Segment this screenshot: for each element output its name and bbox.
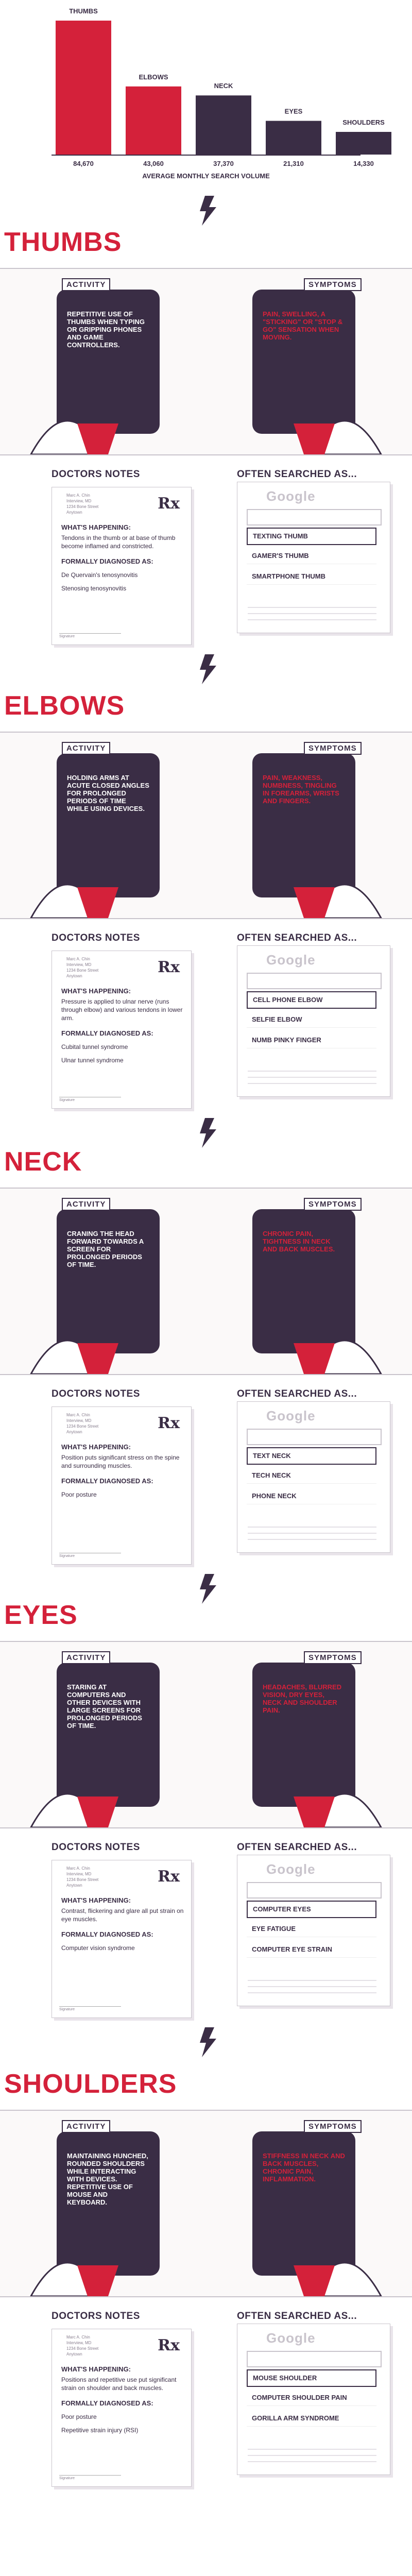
doctors-note-card [52, 951, 192, 1109]
search-suggestion[interactable]: GORILLA ARM SYNDROME [247, 2411, 376, 2427]
search-card [237, 482, 390, 633]
activity-text: HOLDING ARMS AT ACUTE CLOSED ANGLES FOR PROLONGED PERIODS OF TIME WHILE USING DEVICES. [67, 774, 149, 812]
whats-happening-text: Tendons in the thumb or at base of thumb become inflamed and constricted. [61, 534, 176, 550]
illustration-panel [0, 732, 412, 919]
doctor-info: Marc A. Chin Interview, MD 1234 Bone Street Anytown [66, 493, 99, 515]
search-suggestion[interactable]: SELFIE ELBOW [247, 1012, 376, 1028]
rx-icon: Rx [158, 2336, 180, 2354]
search-input[interactable] [247, 509, 382, 526]
doctors-note-card [52, 1406, 192, 1565]
activity-text: CRANING THE HEAD FORWARD TOWARDS A SCREEN FOR PROLONGED PERIODS OF TIME. [67, 1230, 144, 1268]
search-suggestion[interactable]: GAMER'S THUMB [247, 548, 376, 564]
bar-category-label: EYES [284, 107, 303, 115]
often-searched-heading: OFTEN SEARCHED AS... [237, 1842, 357, 1853]
whats-happening-label: WHAT'S HAPPENING: [61, 1896, 131, 1904]
search-logo: Google [266, 488, 316, 504]
bar-thumbs [56, 21, 111, 155]
illustration-panel [0, 1641, 412, 1828]
lightning-bolt-icon [198, 654, 218, 684]
illustration-panel [0, 2110, 412, 2297]
diagnosis-item: Poor posture [61, 2413, 97, 2420]
activity-text: MAINTAINING HUNCHED, ROUNDED SHOULDERS WHILE INTERACTING WITH DEVICES. REPETITIVE USE OF MOUSE AND KEYBOARD. [67, 2152, 148, 2206]
lightning-bolt-icon [198, 2027, 218, 2057]
result-placeholder-lines [248, 602, 376, 622]
symptoms-tag: SYMPTOMS [304, 742, 362, 755]
diagnosed-label: FORMALLY DIAGNOSED AS: [61, 557, 153, 565]
search-suggestion[interactable]: COMPUTER EYE STRAIN [247, 1942, 376, 1958]
doctors-notes-heading: DOCTORS NOTES [52, 469, 140, 480]
lightning-bolt-icon [198, 196, 218, 226]
doctors-note-card [52, 487, 192, 645]
bar-value-label: 21,310 [283, 160, 304, 167]
activity-tag: ACTIVITY [62, 742, 110, 755]
activity-text: STARING AT COMPUTERS AND OTHER DEVICES WITH LARGE SCREENS FOR PROLONGED PERIODS OF TIME. [67, 1683, 142, 1730]
diagnosis-item: Ulnar tunnel syndrome [61, 1057, 124, 1064]
activity-text: REPETITIVE USE OF THUMBS WHEN TYPING OR GRIPPING PHONES AND GAME CONTROLLERS. [67, 310, 145, 349]
rx-icon: Rx [158, 1414, 180, 1432]
doctors-notes-heading: DOCTORS NOTES [52, 933, 140, 943]
whats-happening-text: Pressure is applied to ulnar nerve (runs through elbow) and various tendons in lower arm. [61, 998, 183, 1022]
signature-line: Signature [59, 1553, 121, 1558]
whats-happening-label: WHAT'S HAPPENING: [61, 2365, 131, 2373]
result-placeholder-lines [248, 2444, 376, 2464]
illustration [0, 269, 412, 454]
diagnosis-item: De Quervain's tenosynovitis [61, 571, 138, 579]
search-suggestion[interactable]: TEXT NECK [247, 1447, 376, 1465]
doctor-info: Marc A. Chin Interview, MD 1234 Bone Street Anytown [66, 1866, 99, 1888]
symptoms-text: STIFFNESS IN NECK AND BACK MUSCLES, CHRONIC PAIN, INFLAMMATION. [263, 2152, 345, 2183]
diagnosed-label: FORMALLY DIAGNOSED AS: [61, 2399, 153, 2407]
symptoms-text: CHRONIC PAIN, TIGHTNESS IN NECK AND BACK MUSCLES. [263, 1230, 335, 1253]
illustration [0, 1189, 412, 1374]
search-logo: Google [266, 952, 316, 968]
doctor-info: Marc A. Chin Interview, MD 1234 Bone Street Anytown [66, 2335, 99, 2357]
diagnosed-label: FORMALLY DIAGNOSED AS: [61, 1477, 153, 1485]
bar-value-label: 37,370 [213, 160, 234, 167]
activity-tag: ACTIVITY [62, 278, 110, 291]
signature-line: Signature [59, 633, 121, 638]
diagnosed-label: FORMALLY DIAGNOSED AS: [61, 1930, 153, 1938]
search-suggestion[interactable]: SMARTPHONE THUMB [247, 569, 376, 585]
often-searched-heading: OFTEN SEARCHED AS... [237, 469, 357, 480]
whats-happening-text: Position puts significant stress on the spine and surrounding muscles. [61, 1454, 180, 1469]
whats-happening-label: WHAT'S HAPPENING: [61, 987, 131, 995]
whats-happening-label: WHAT'S HAPPENING: [61, 1443, 131, 1451]
diagnosis-item: Stenosing tenosynovitis [61, 585, 127, 592]
illustration [0, 2111, 412, 2296]
often-searched-heading: OFTEN SEARCHED AS... [237, 2311, 357, 2321]
whats-happening-label: WHAT'S HAPPENING: [61, 523, 131, 531]
diagnosed-label: FORMALLY DIAGNOSED AS: [61, 1029, 153, 1037]
bar-value-label: 43,060 [143, 160, 164, 167]
bar-category-label: ELBOWS [139, 73, 168, 81]
activity-tag: ACTIVITY [62, 1651, 110, 1664]
illustration-panel [0, 268, 412, 455]
result-placeholder-lines [248, 1521, 376, 1542]
search-input[interactable] [247, 973, 382, 989]
result-placeholder-lines [248, 1975, 376, 1995]
search-logo: Google [266, 2330, 316, 2346]
signature-line: Signature [59, 1097, 121, 1102]
whats-happening-text: Contrast, flickering and glare all put strain on eye muscles. [61, 1907, 184, 1923]
section-title: EYES [4, 1600, 78, 1630]
lightning-bolt-icon [198, 1118, 218, 1148]
search-input[interactable] [247, 2351, 382, 2367]
rx-icon: Rx [158, 958, 180, 976]
search-suggestion[interactable]: MOUSE SHOULDER [247, 2369, 376, 2387]
search-suggestion[interactable]: NUMB PINKY FINGER [247, 1032, 376, 1048]
lightning-bolt-icon [198, 1574, 218, 1604]
search-input[interactable] [247, 1882, 382, 1899]
section-title: THUMBS [4, 227, 122, 257]
bar-value-label: 14,330 [353, 160, 374, 167]
section-title: SHOULDERS [4, 2069, 177, 2099]
search-card [237, 945, 390, 1097]
illustration [0, 733, 412, 918]
signature-line: Signature [59, 2006, 121, 2011]
section-title: ELBOWS [4, 691, 125, 721]
symptoms-tag: SYMPTOMS [304, 1198, 362, 1211]
often-searched-heading: OFTEN SEARCHED AS... [237, 933, 357, 943]
diagnosis-item: Poor posture [61, 1491, 97, 1498]
doctors-notes-heading: DOCTORS NOTES [52, 1388, 140, 1399]
bar-shoulders [336, 132, 391, 155]
symptoms-text: PAIN, WEAKNESS, NUMBNESS, TINGLING IN FOREARMS, WRISTS AND FINGERS. [263, 774, 339, 805]
bar-value-label: 84,670 [73, 160, 94, 167]
bar-category-label: SHOULDERS [342, 118, 385, 126]
often-searched-heading: OFTEN SEARCHED AS... [237, 1388, 357, 1399]
search-logo: Google [266, 1861, 316, 1877]
doctor-info: Marc A. Chin Interview, MD 1234 Bone Street Anytown [66, 1413, 99, 1434]
search-card [237, 1855, 390, 2006]
search-suggestion[interactable]: TECH NECK [247, 1468, 376, 1484]
doctors-note-card [52, 2329, 192, 2487]
whats-happening-text: Positions and repetitive use put significant strain on shoulder and back muscles. [61, 2376, 177, 2392]
search-suggestion[interactable]: EYE FATIGUE [247, 1921, 376, 1937]
search-volume-chart [0, 0, 412, 196]
doctors-notes-heading: DOCTORS NOTES [52, 2311, 140, 2321]
illustration-panel [0, 1188, 412, 1375]
bar-category-label: NECK [214, 82, 233, 90]
bar-category-label: THUMBS [69, 7, 98, 15]
doctors-notes-heading: DOCTORS NOTES [52, 1842, 140, 1853]
search-suggestion[interactable]: PHONE NECK [247, 1488, 376, 1504]
rx-icon: Rx [158, 1868, 180, 1886]
symptoms-tag: SYMPTOMS [304, 1651, 362, 1664]
search-card [237, 2324, 390, 2475]
symptoms-tag: SYMPTOMS [304, 2120, 362, 2133]
bar-eyes [266, 121, 321, 155]
search-suggestion[interactable]: COMPUTER SHOULDER PAIN [247, 2390, 376, 2406]
diagnosis-item: Repetitive strain injury (RSI) [61, 2427, 139, 2434]
symptoms-text: PAIN, SWELLING, A "STICKING" OR "STOP & GO" SENSATION WHEN MOVING. [263, 310, 343, 341]
diagnosis-item: Computer vision syndrome [61, 1944, 135, 1952]
search-suggestion[interactable]: CELL PHONE ELBOW [247, 991, 376, 1009]
diagnosis-item: Cubital tunnel syndrome [61, 1043, 128, 1050]
illustration [0, 1642, 412, 1827]
doctor-info: Marc A. Chin Interview, MD 1234 Bone Street Anytown [66, 957, 99, 978]
result-placeholder-lines [248, 1065, 376, 1086]
search-card [237, 1401, 390, 1553]
search-suggestion[interactable]: TEXTING THUMB [247, 528, 376, 545]
section-title: NECK [4, 1147, 82, 1177]
activity-tag: ACTIVITY [62, 2120, 110, 2133]
activity-tag: ACTIVITY [62, 1198, 110, 1211]
search-logo: Google [266, 1408, 316, 1423]
rx-icon: Rx [158, 495, 180, 513]
symptoms-tag: SYMPTOMS [304, 278, 362, 291]
signature-line: Signature [59, 2475, 121, 2480]
bar-neck [196, 95, 251, 155]
search-input[interactable] [247, 1429, 382, 1445]
symptoms-text: HEADACHES, BLURRED VISION, DRY EYES, NECK AND SHOULDER PAIN. [263, 1683, 342, 1714]
chart-xlabel: AVERAGE MONTHLY SEARCH VOLUME [142, 172, 270, 180]
search-suggestion[interactable]: COMPUTER EYES [247, 1901, 376, 1918]
doctors-note-card [52, 1860, 192, 2018]
bar-elbows [126, 87, 181, 155]
